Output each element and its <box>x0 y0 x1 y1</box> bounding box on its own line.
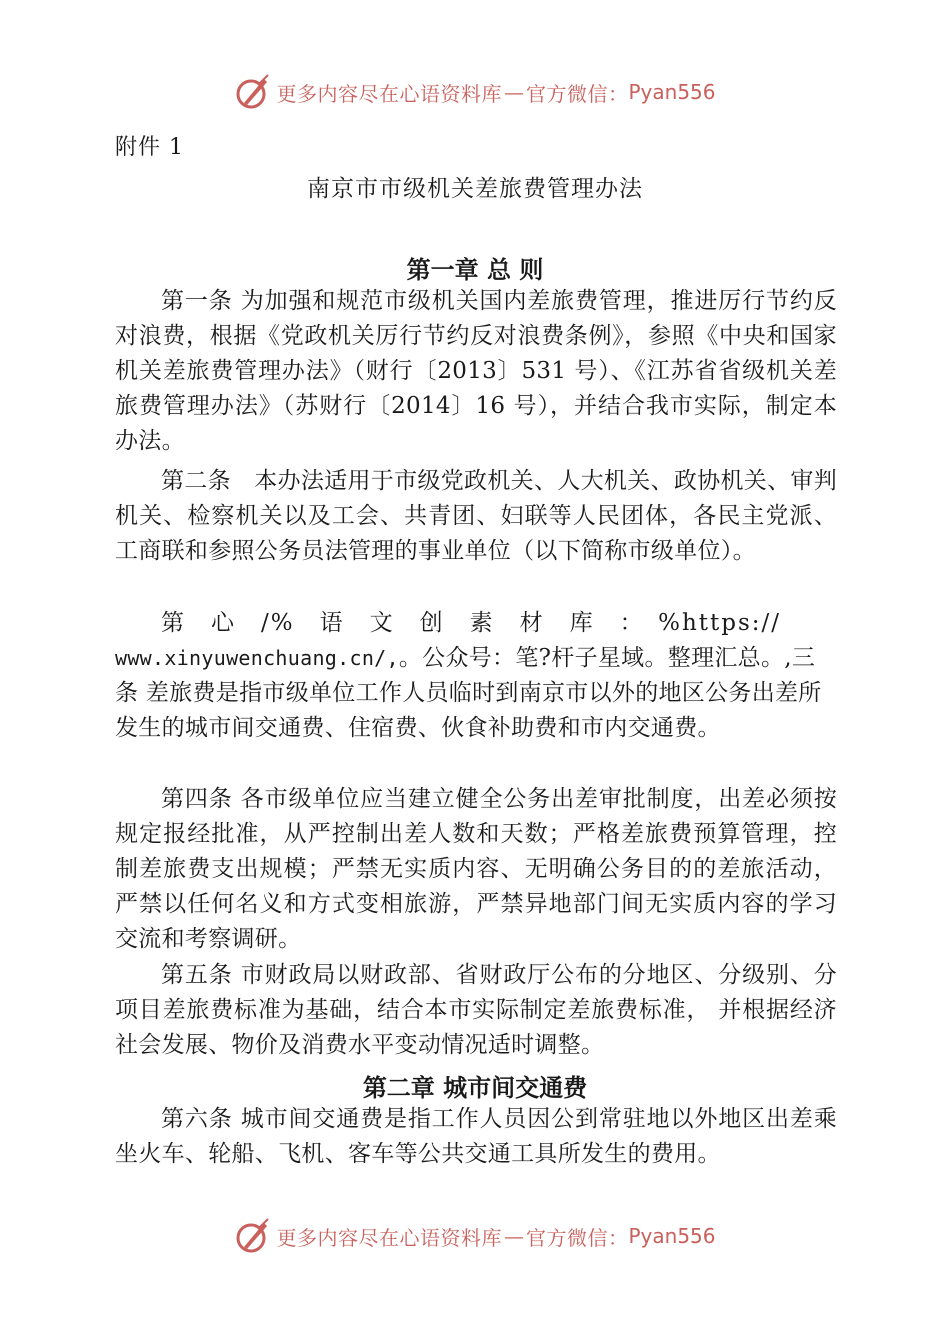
header-watermark-banner <box>0 72 950 112</box>
article-2-text: 第二条 本办法适用于市级党政机关、人大机关、政协机关、审判机关、检察机关以及工会、共青团、妇联等人民团体，各民主党派、工商联和参照公务员法管理的事业单位（以下简称市级单位）。 <box>115 468 837 564</box>
article-1 <box>115 284 837 459</box>
article-5 <box>115 958 837 1063</box>
article-3-url: www.xinyuwenchuang.cn/, <box>115 646 399 670</box>
article-5-text: 第五条 市财政局以财政部、省财政厅公布的分地区、分级别、分项目差旅费标准为基础，结合本市实际制定差旅费标准， 并根据经济社会发展、物价及消费水平变动情况适时调整。 <box>115 962 837 1058</box>
article-4-text: 第四条 各市级单位应当建立健全公务出差审批制度，出差必须按规定报经批准，从严控制出差人数和天数；严格差旅费预算管理，控制差旅费支出规模；严禁无实质内容、无明确公务目的的差旅活动，严禁以任何名义和方式变相旅游，严禁异地部门间无实质内容的学习交流和考察调研。 <box>115 786 837 952</box>
article-2 <box>115 464 837 569</box>
article-1-text: 第一条 为加强和规范市级机关国内差旅费管理，推进厉行节约反对浪费，根据《党政机关厉行节约反对浪费条例》，参照《中央和国家机关差旅费管理办法》（财行〔2013〕531 号）、《江苏省省级机关差旅费管理办法》（苏财行〔2014〕16 号），并结合我市实际，制定本办法。 <box>115 288 837 454</box>
banner-wechat-id: Pyan556 <box>628 80 716 104</box>
banner-separator: — <box>503 80 524 104</box>
banner-main-text: 更多内容尽在心语资料库 <box>276 81 502 106</box>
banner-separator: — <box>503 1224 524 1248</box>
article-3-head: 第 心 /% 语 文 创 素 材 库 ： %https:// <box>161 610 782 636</box>
attachment-label: 附件 1 <box>115 135 184 160</box>
article-3-rest: 。公众号：笔?杆子星域。整理汇总。,三条 差旅费是指市级单位工作人员临时到南京市以外的地区公务出差所发生的城市间交通费、住宿费、伙食补助费和市内交通费。 <box>115 645 822 741</box>
banner-wechat-id: Pyan556 <box>628 1224 716 1248</box>
article-6-text: 第六条 城市间交通费是指工作人员因公到常驻地以外地区出差乘坐火车、轮船、飞机、客车等公共交通工具所发生的费用。 <box>115 1106 837 1167</box>
article-4 <box>115 782 837 957</box>
banner-wechat-label: 官方微信： <box>525 1225 629 1250</box>
banner-main-text: 更多内容尽在心语资料库 <box>276 1225 502 1250</box>
chapter-2-heading: 第二章 城市间交通费 <box>362 1074 588 1102</box>
chapter-1-heading: 第一章 总 则 <box>406 256 544 284</box>
article-6 <box>115 1102 837 1172</box>
quill-pen-logo-icon <box>234 1217 272 1255</box>
banner-wechat-label: 官方微信： <box>525 81 629 106</box>
document-title: 南京市市级机关差旅费管理办法 <box>307 176 643 202</box>
quill-pen-logo-icon <box>234 73 272 111</box>
footer-watermark-banner <box>0 1216 950 1256</box>
article-3 <box>115 606 837 746</box>
